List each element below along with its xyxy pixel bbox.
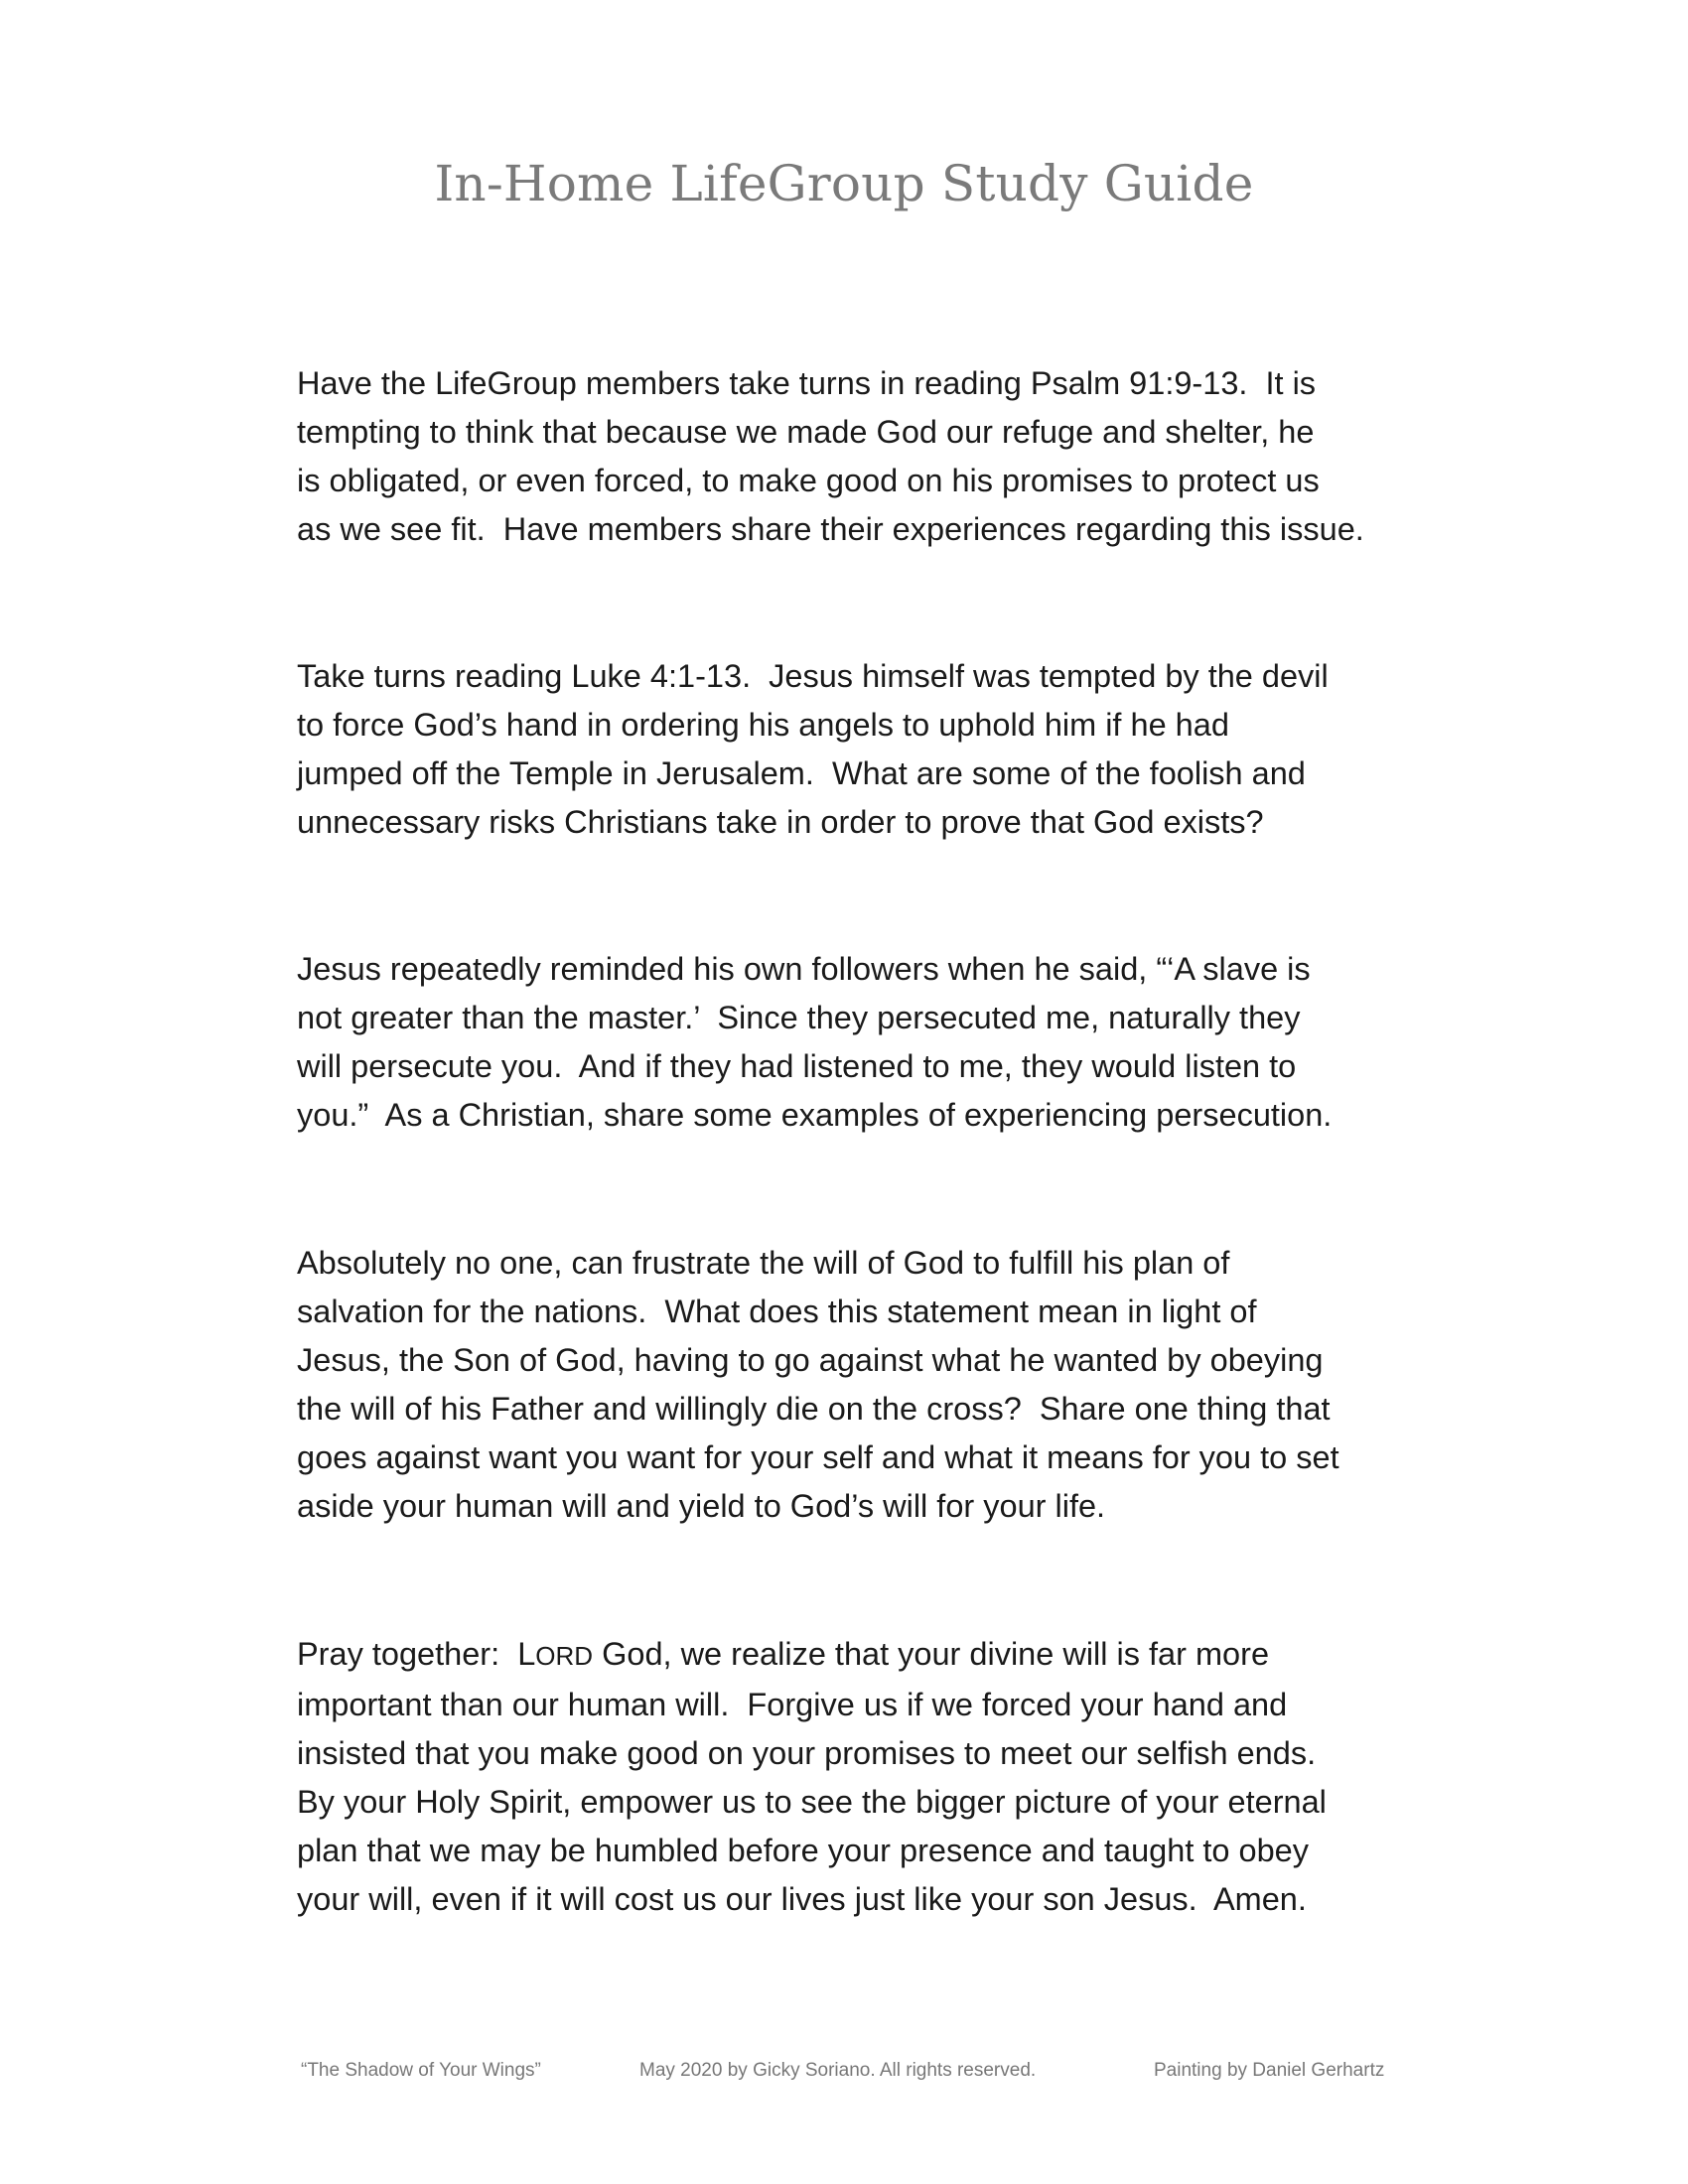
prayer-body: God, we realize that your divine will is far more important than our human will. Forgive us if we forced your hand and insisted that you make good on your promises to meet our selfish ends. By your Holy Spirit, empower us to see the bigger picture of your eternal plan that we may be humbled before your presence and taught to obey your will, even if it will cost us our lives just like your son Jesus. Amen.: [297, 1636, 1327, 1917]
prayer-intro: Pray together:: [297, 1636, 518, 1672]
question-paragraph-1: Have the LifeGroup members take turns in reading Psalm 91:9-13. It is tempting to think that because we made God our refuge and shelter, he is obligated, or even forced, to make good on his promises to protect us as we see fit. Have members share their experiences regarding this issue.: [297, 365, 1364, 547]
prayer-paragraph: [297, 1630, 1419, 1924]
question-paragraph-2: Take turns reading Luke 4:1-13. Jesus himself was tempted by the devil to force God’s hand in ordering his angels to uphold him if he had jumped off the Temple in Jerusalem. What are some of the foolish and unnecessary risks Christians take in order to prove that God exists?: [297, 658, 1329, 840]
footer-copyright: May 2020 by Gicky Soriano. All rights reserved.: [639, 2060, 1037, 2081]
page-title: In-Home LifeGroup Study Guide: [434, 155, 1254, 212]
lord-first-letter: L: [517, 1636, 536, 1672]
footer-series-title: “The Shadow of Your Wings”: [301, 2060, 541, 2081]
question-paragraph-4: Absolutely no one, can frustrate the will of God to fulfill his plan of salvation for the nations. What does this statement mean in light of Jesus, the Son of God, having to go against what he wanted by obeying the will of his Father and willingly die on the cross? Share one thing that goes against want you want for your self and what it means for you to set aside your human will and yield to God’s will for your life.: [297, 1245, 1339, 1524]
footer-painting-credit: Painting by Daniel Gerhartz: [1154, 2060, 1385, 2081]
question-paragraph-3: Jesus repeatedly reminded his own followers when he said, “‘A slave is not greater than the master.’ Since they persecuted me, naturally they will persecute you. And if they had listened to me, they would listen to you.” As a Christian, share some examples of experiencing persecution.: [297, 951, 1333, 1133]
lord-small-caps: ORD: [535, 1641, 594, 1671]
